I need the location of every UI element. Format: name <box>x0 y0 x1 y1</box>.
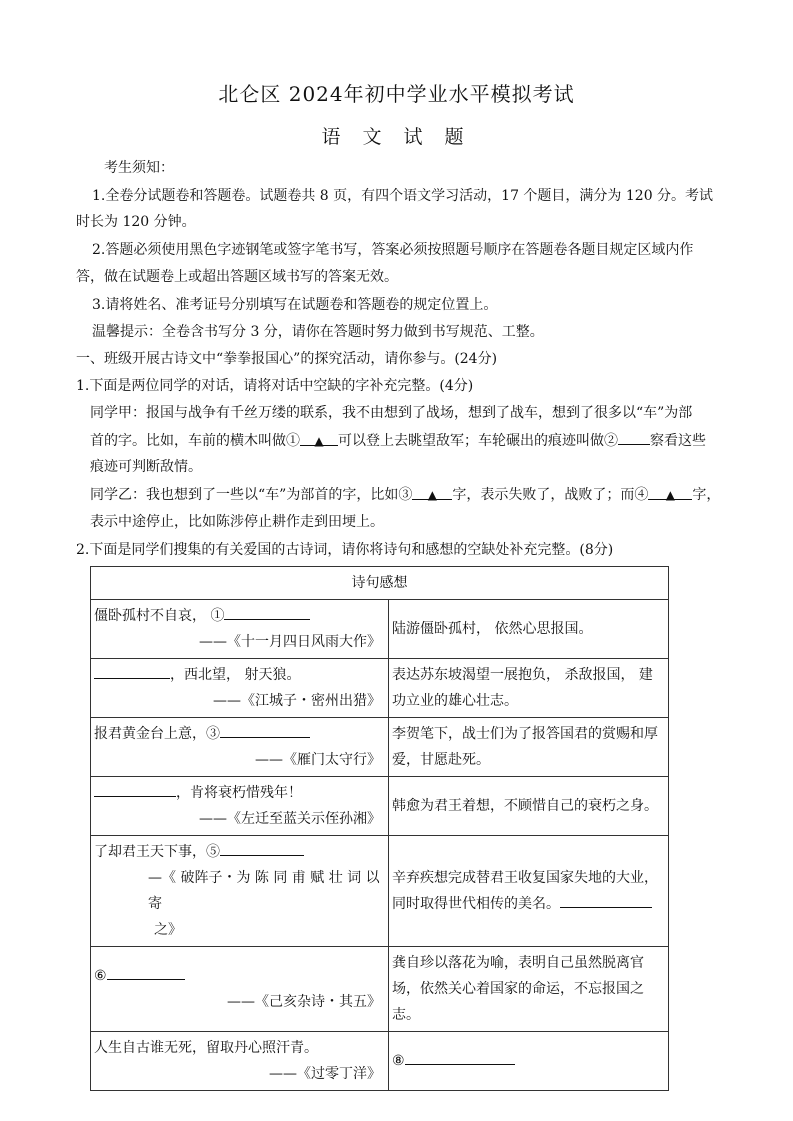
blank-marker-triangle-icon: ▲ <box>314 434 324 448</box>
notice-item-1-line-1: 1.全卷分试题卷和答题卷。试题卷共 8 页，有四个语文学习活动，17 个题目，满分为 120 分。考试 <box>92 188 714 204</box>
table-row-5-thought <box>389 836 669 947</box>
blank-marker-triangle-icon: ▲ <box>665 488 675 502</box>
exam-subtitle: 语 文 试 题 <box>321 126 472 148</box>
notice-item-1-line-2: 时长为 120 分钟。 <box>76 214 196 230</box>
blank-marker-triangle-icon: ▲ <box>427 488 437 502</box>
table-row-7-thought <box>389 1032 669 1091</box>
answer-blank-6[interactable] <box>107 965 185 980</box>
table-row-3-poem <box>91 718 389 777</box>
dialogue-b-line-2: 表示中途停止，比如陈涉停止耕作走到田埂上。 <box>90 514 384 530</box>
dialogue-a-text-3: 察看这些 <box>650 433 706 449</box>
poem-line: ，肯将衰朽惜残年！ <box>176 785 302 801</box>
table-row-4-thought: 韩愈为君王着想，不顾惜自己的衰朽之身。 <box>389 777 669 836</box>
poem-source: ——《过零丁洋》 <box>269 1066 381 1082</box>
blank-3[interactable] <box>412 485 452 500</box>
question-1-stem: 1.下面是两位同学的对话，请将对话中空缺的字补充完整。(4分) <box>76 378 474 394</box>
answer-blank-2[interactable] <box>94 664 170 679</box>
poem-line: 了却君王天下事，⑤ <box>94 844 220 860</box>
poem-table <box>90 566 669 1091</box>
dialogue-b-line-1 <box>90 485 720 505</box>
poem-line: 人生自古谁无死，留取丹心照汗青。 <box>94 1040 318 1056</box>
poem-source: ——《己亥杂诗・其五》 <box>227 994 381 1010</box>
blank-4[interactable] <box>648 485 692 500</box>
notice-tip: 温馨提示：全卷含书写分 3 分，请你在答题时努力做到书写规范、工整。 <box>92 324 544 340</box>
dialogue-b-text-2: 字，表示失败了，战败了；而④ <box>452 487 649 503</box>
table-row-6-poem <box>91 947 389 1032</box>
table-row-7-poem <box>91 1032 389 1091</box>
answer-blank-7[interactable] <box>560 893 652 908</box>
dialogue-a-text-1: 首的字。比如，车前的横木叫做① <box>90 433 300 449</box>
thought-text: ⑧ <box>392 1053 405 1069</box>
answer-blank-8[interactable] <box>405 1050 515 1065</box>
notice-heading: 考生须知： <box>104 160 174 176</box>
dialogue-a-text-2: 可以登上去眺望敌军；车轮碾出的痕迹叫做② <box>338 433 618 449</box>
table-header: 诗句感想 <box>91 567 669 600</box>
table-row-2-poem <box>91 659 389 718</box>
table-row-5-poem <box>91 836 389 947</box>
poem-source-end: 之》 <box>154 922 182 938</box>
answer-blank-3[interactable] <box>220 723 310 738</box>
answer-blank-5[interactable] <box>220 841 304 856</box>
poem-source: —《 破阵子・为 陈 同 甫 赋 壮 词 以 寄 <box>148 870 380 912</box>
poem-source: ——《江城子・密州出猎》 <box>213 693 381 709</box>
dialogue-b-text-3: 字， <box>692 487 721 503</box>
poem-source: ——《雁门太守行》 <box>255 752 381 768</box>
table-row-2-thought: 表达苏东坡渴望一展抱负， 杀敌报国， 建功立业的雄心壮志。 <box>389 659 669 718</box>
poem-line: 僵卧孤村不自哀， ① <box>94 608 225 624</box>
table-row-1-poem <box>91 600 389 659</box>
dialogue-a-line-1: 同学甲：报国与战争有千丝万缕的联系，我不由想到了战场，想到了战车，想到了很多以“车”为部 <box>90 405 693 421</box>
section-1-heading: 一、班级开展古诗文中“拳拳报国心”的探究活动，请你参与。(24分) <box>76 351 498 367</box>
poem-line: ，西北望， 射天狼。 <box>170 667 301 683</box>
table-row-6-thought: 龚自珍以落花为喻，表明自己虽然脱离官场，依然关心着国家的命运，不忘报国之志。 <box>389 947 669 1032</box>
blank-1[interactable] <box>300 431 338 446</box>
answer-blank-4[interactable] <box>94 782 176 797</box>
notice-item-3: 3.请将姓名、准考证号分别填写在试题卷和答题卷的规定位置上。 <box>92 297 498 313</box>
notice-item-2-line-1: 2.答题必须使用黑色字迹钢笔或签字笔书写，答案必须按照题号顺序在答题卷各题目规定区域内作 <box>92 242 694 258</box>
question-2-stem: 2.下面是同学们搜集的有关爱国的古诗词，请你将诗句和感想的空缺处补充完整。(8分) <box>76 542 614 558</box>
poem-line: ⑥ <box>94 968 107 984</box>
exam-title: 北仑区 2024年初中学业水平模拟考试 <box>218 82 575 106</box>
table-row-4-poem <box>91 777 389 836</box>
thought-text: 辛弃疾想完成替君王收复国家失地的大业，同时取得世代相传的美名。 <box>392 870 658 912</box>
notice-item-2-line-2: 答，做在试题卷上或超出答题区域书写的答案无效。 <box>76 269 398 285</box>
poem-source: ——《左迁至蓝关示侄孙湘》 <box>199 811 381 827</box>
blank-2[interactable] <box>618 430 650 445</box>
dialogue-b-text-1: 同学乙：我也想到了一些以“车”为部首的字，比如③ <box>90 487 413 503</box>
poem-line: 报君黄金台上意，③ <box>94 726 220 742</box>
poem-source: ——《十一月四日风雨大作》 <box>199 634 381 650</box>
dialogue-a-line-3: 痕迹可判断敌情。 <box>90 459 202 475</box>
dialogue-a-line-2 <box>90 430 706 451</box>
table-row-3-thought: 李贺笔下，战士们为了报答国君的赏赐和厚爱，甘愿赴死。 <box>389 718 669 777</box>
answer-blank-1[interactable] <box>224 605 310 620</box>
table-row-1-thought: 陆游僵卧孤村， 依然心思报国。 <box>389 600 669 659</box>
